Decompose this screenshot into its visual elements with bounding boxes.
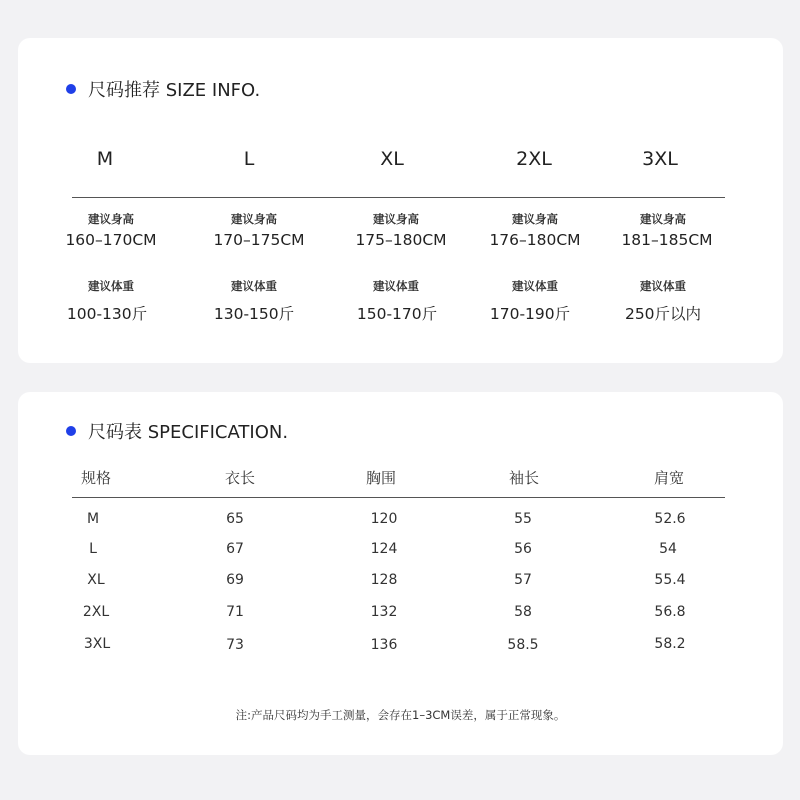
size-label-l: L xyxy=(243,148,255,170)
weight-value-3xl: 250斤以内 xyxy=(624,305,702,323)
table-cell-shoulder: 55.4 xyxy=(654,572,686,588)
weight-label: 建议体重 xyxy=(640,279,686,293)
table-cell-length: 65 xyxy=(226,511,244,527)
table-cell-shoulder: 58.2 xyxy=(654,636,686,652)
size-label-2xl: 2XL xyxy=(516,148,552,170)
size-info-header xyxy=(66,76,260,102)
height-value-2xl: 176–180CM xyxy=(489,231,581,249)
column-header-size: 规格 xyxy=(81,469,112,487)
table-cell-shoulder: 52.6 xyxy=(654,511,686,527)
weight-value-l: 130-150斤 xyxy=(213,305,295,323)
column-header-length: 衣长 xyxy=(224,469,256,487)
height-label: 建议身高 xyxy=(373,212,419,226)
weight-label: 建议体重 xyxy=(88,279,134,293)
height-label: 建议身高 xyxy=(231,212,277,226)
spec-title: 尺码表 SPECIFICATION. xyxy=(88,422,289,443)
table-cell-size: L xyxy=(89,541,97,557)
weight-value-m: 100-130斤 xyxy=(66,305,148,323)
weight-label: 建议体重 xyxy=(373,279,419,293)
table-cell-chest: 136 xyxy=(370,637,398,653)
column-header-sleeve: 袖长 xyxy=(508,469,540,487)
table-cell-shoulder: 54 xyxy=(659,541,677,557)
table-cell-length: 69 xyxy=(226,572,244,588)
height-value-xl: 175–180CM xyxy=(355,231,447,249)
height-value-l: 170–175CM xyxy=(213,231,305,249)
bullet-dot-icon xyxy=(66,84,76,94)
weight-label: 建议体重 xyxy=(512,279,558,293)
column-header-chest: 胸围 xyxy=(365,469,397,487)
table-cell-size: 3XL xyxy=(83,636,111,652)
table-cell-shoulder: 56.8 xyxy=(654,604,686,620)
table-cell-length: 73 xyxy=(226,637,244,653)
table-cell-sleeve: 58.5 xyxy=(507,637,539,653)
weight-value-xl: 150-170斤 xyxy=(356,305,438,323)
size-label-m: M xyxy=(96,148,114,170)
weight-label: 建议体重 xyxy=(231,279,277,293)
table-cell-chest: 132 xyxy=(370,604,398,620)
column-header-shoulder: 肩宽 xyxy=(653,469,685,487)
size-info-card xyxy=(18,38,783,363)
bullet-dot-icon xyxy=(66,426,76,436)
spec-header xyxy=(66,418,288,444)
table-cell-chest: 120 xyxy=(370,511,398,527)
height-value-3xl: 181–185CM xyxy=(621,231,713,249)
height-value-m: 160–170CM xyxy=(65,231,157,249)
table-cell-sleeve: 56 xyxy=(514,541,532,557)
height-label: 建议身高 xyxy=(88,212,134,226)
size-info-divider xyxy=(72,197,725,198)
table-cell-size: XL xyxy=(87,572,105,588)
table-cell-sleeve: 57 xyxy=(514,572,532,588)
table-cell-chest: 124 xyxy=(370,541,398,557)
table-cell-sleeve: 55 xyxy=(514,511,532,527)
size-label-xl: XL xyxy=(380,148,404,170)
table-cell-length: 71 xyxy=(226,604,244,620)
table-cell-size: M xyxy=(86,511,100,527)
height-label: 建议身高 xyxy=(640,212,686,226)
weight-value-2xl: 170-190斤 xyxy=(489,305,571,323)
size-info-title: 尺码推荐 SIZE INFO. xyxy=(88,80,261,101)
spec-divider xyxy=(72,497,725,498)
table-cell-size: 2XL xyxy=(82,604,110,620)
table-cell-chest: 128 xyxy=(370,572,398,588)
height-label: 建议身高 xyxy=(512,212,558,226)
table-cell-sleeve: 58 xyxy=(514,604,532,620)
table-cell-length: 67 xyxy=(226,541,244,557)
specification-card xyxy=(18,392,783,755)
measurement-note: 注:产品尺码均为手工测量，会存在1–3CM误差，属于正常现象。 xyxy=(235,708,566,722)
size-label-3xl: 3XL xyxy=(642,148,678,170)
